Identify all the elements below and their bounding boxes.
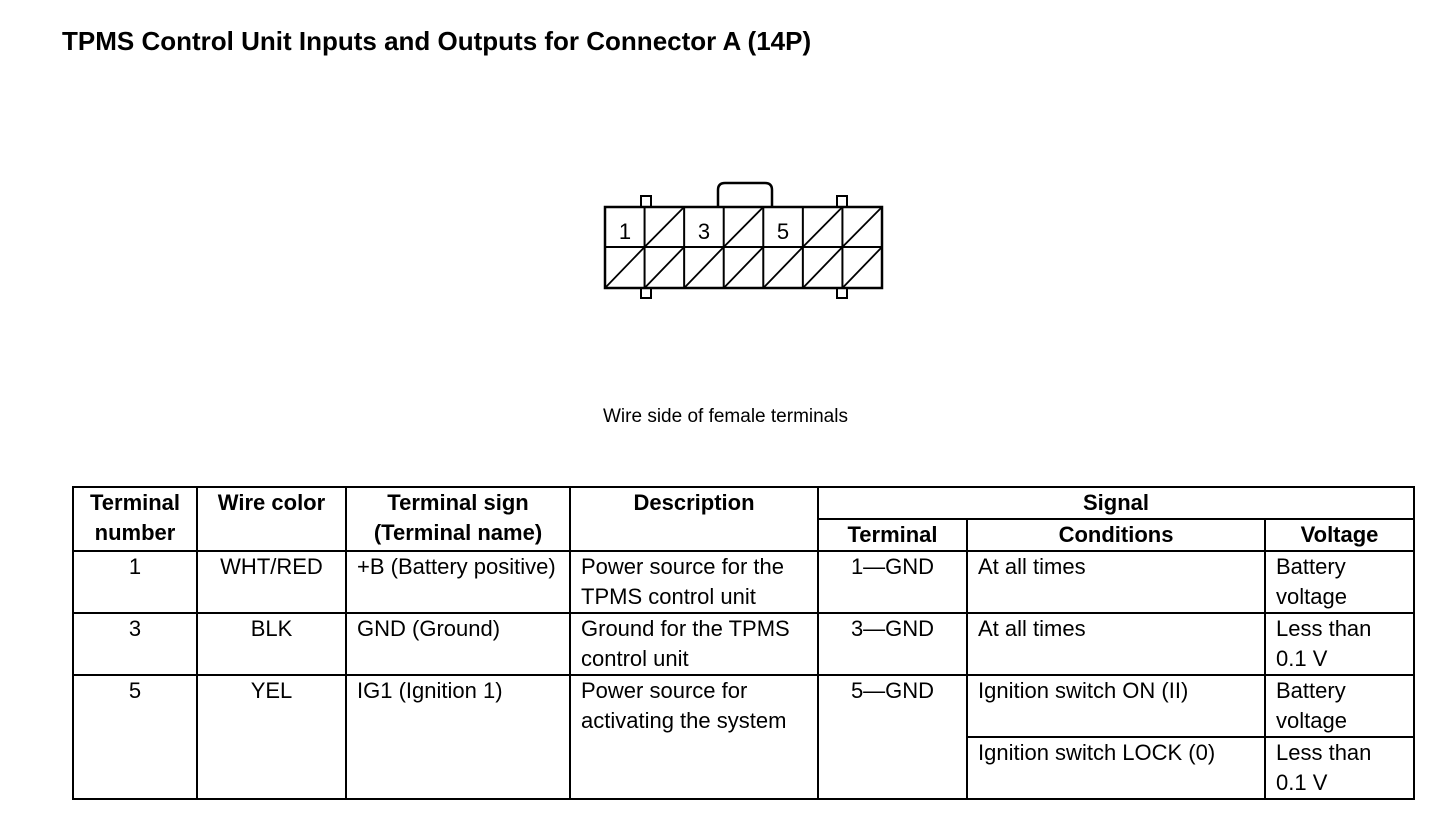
table-row <box>73 675 1414 737</box>
cell-signal-terminal: 5—GND <box>818 675 967 799</box>
cell-description: Ground for the TPMS control unit <box>570 613 818 675</box>
connector-tab-top-right <box>837 196 847 207</box>
cell-conditions: Ignition switch LOCK (0) <box>967 737 1265 799</box>
cell-description: Power source for the TPMS control unit <box>570 551 818 613</box>
header-signal-conditions: Conditions <box>967 519 1265 551</box>
cell-terminal: 5 <box>73 675 197 799</box>
cell-voltage: Battery voltage <box>1265 675 1414 737</box>
header-terminal-number: Terminal number <box>73 487 197 551</box>
cell-terminal-sign: GND (Ground) <box>346 613 570 675</box>
header-signal: Signal <box>818 487 1414 519</box>
cell-wire-color: WHT/RED <box>197 551 346 613</box>
cell-conditions: At all times <box>967 613 1265 675</box>
cell-voltage: Less than 0.1 V <box>1265 613 1414 675</box>
table-row <box>73 613 1414 675</box>
cell-description: Power source for activating the system <box>570 675 818 799</box>
cell-terminal: 1 <box>73 551 197 613</box>
terminal-label-5: 5 <box>776 219 790 244</box>
terminal-label-1: 1 <box>618 219 632 244</box>
cell-terminal: 3 <box>73 613 197 675</box>
connector-latch <box>718 183 772 207</box>
terminal-label-3: 3 <box>697 219 711 244</box>
cell-wire-color: BLK <box>197 613 346 675</box>
cell-wire-color: YEL <box>197 675 346 799</box>
cell-conditions: Ignition switch ON (II) <box>967 675 1265 737</box>
connector-tab-top-left <box>641 196 651 207</box>
cell-terminal-sign: IG1 (Ignition 1) <box>346 675 570 799</box>
page-title: TPMS Control Unit Inputs and Outputs for Connector A (14P) <box>62 26 812 56</box>
cell-signal-terminal: 1—GND <box>818 551 967 613</box>
header-terminal-sign: Terminal sign (Terminal name) <box>346 487 570 551</box>
cell-voltage: Less than 0.1 V <box>1265 737 1414 799</box>
header-signal-voltage: Voltage <box>1265 519 1414 551</box>
header-wire-color: Wire color <box>197 487 346 551</box>
cell-conditions: At all times <box>967 551 1265 613</box>
connector-caption: Wire side of female terminals <box>603 406 848 427</box>
cell-terminal-sign: +B (Battery positive) <box>346 551 570 613</box>
connector-diagram <box>596 176 896 304</box>
connector-tab-bottom-left <box>641 288 651 298</box>
cell-voltage: Battery voltage <box>1265 551 1414 613</box>
table-row <box>73 551 1414 613</box>
header-signal-terminal: Terminal <box>818 519 967 551</box>
cell-signal-terminal: 3—GND <box>818 613 967 675</box>
connector-tab-bottom-right <box>837 288 847 298</box>
io-table <box>72 486 1415 800</box>
header-description: Description <box>570 487 818 551</box>
